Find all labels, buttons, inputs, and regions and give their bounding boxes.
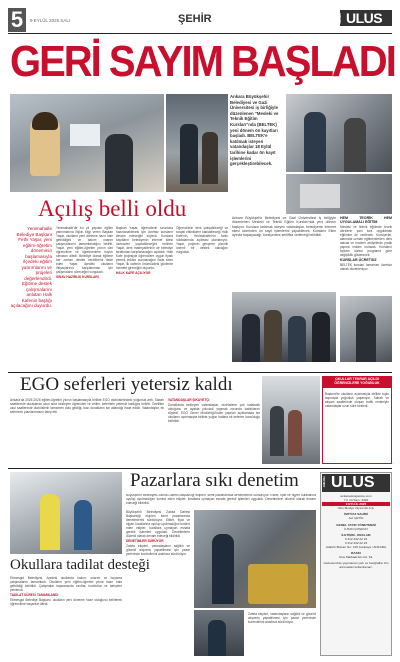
issue-date: 9 EYLÜL 2025 SALI [30,18,71,23]
imprint-site: ankaraulusgazete.com [340,494,372,498]
story4-body-2: Zabıta ekipleri, vatandaşların sağlıklı ve güvenli alışveriş yapabilmesi için pazar yerlerinde kontrollerini aralıksız sürdürüyor. [126,544,190,556]
imprint-address: Atatürk Bulvarı No: 125 Çankaya / ANKARA [325,545,387,550]
exhibition-photo [166,94,228,192]
visitor-figure [202,132,218,184]
sidebar-head-2: KURSLAR ÜCRETSİZ [340,258,377,262]
story2-column-2 [168,398,260,464]
person-figure [356,312,376,362]
beltek-training-photo [10,94,164,192]
story1-column-3 [116,226,173,376]
story4-intro: Büyükşehir Belediyesi Zabıta Dairesi Başkanlığı ekipleri, semt pazarlarında denetimlerini sürdürüyor. Etiket, fiyat ve hijyen kurallarına uyulup uyulmadığını kontrol eden ekipler, kurallara uymayan esnafa gerekli işlemleri uyguladı. Denetimlerin düzenli olarak devam edeceği bildirildi. [126,494,316,505]
story3-title: Okullara tadilat desteği [10,557,150,573]
story3-body-2: Etimesgut Belediye Başkanı, okulların yeni döneme hazır olduğunu belirterek öğrencilere başarılar diledi. [10,598,122,606]
imprint-fax: 0 312 432 22 23 [344,540,368,545]
imprint-owner-label: İMTİYAZ SAHİBİ [344,512,368,517]
story1-lead: Yenimahalle Belediye Başkanı Fethi Yaşar, yeni eğitim-öğretim döneminin başlamasıyla ilçedeki eğitim yatırımlarını ve projeleri değerlendirdi. Eğitime destek çalışmalarını anlatan Halk Kafenin başlığı açılacağını duyurdu. [10,226,52,308]
story3-subhead: TADİLAT SÜRECİ TAMAMLANDI [10,593,59,597]
page-number: 5 [10,7,24,32]
story1-title: Açılış belli oldu [38,196,187,221]
group-figure [264,310,282,362]
imprint-print-label: BASKI [351,551,361,556]
imprint-lines [322,494,390,654]
sidebar-head-1: HEM TEORİK HEM UYGULAMALI EĞİTİM [340,216,392,224]
workshop-photo-2 [286,174,392,214]
screen-display [70,124,100,146]
commuter-figure [270,406,284,456]
bus-stop-photo [262,376,320,464]
story1-col2-text: Yenimahalle'de bu yıl yapılan eğitim yatırımlarına ilişkin bilgi veren Başkan Yaşar, okulların yeni döneme hazır hale getirildiğini ve bakım onarım çalışmalarının tamamlandığını belirtti. Yaşar, yeni eğitim-öğretim yılının tüm öğrencilere ve öğretmenlere hayırlı olmasını diledi. Belediye olarak eğitime her zaman destek verdiklerini ifade eden Yaşar, ilçedeki okulların ihtiyaçlarının karşılanması için çalışmaların süreceğini vurguladı. [56,226,113,274]
imprint-phone: 0 312 432 22 22 [344,536,368,541]
produce-stall [248,564,308,604]
main-headline: GERİ SAYIM BAŞLADI [10,37,395,86]
section-rule-2 [8,468,392,469]
sidebar-photo [340,296,392,362]
worker-figure [344,118,366,172]
imprint-brand-small: ANKARA [323,476,326,488]
sidebar-text-2: BELTEK kursları tamamen ücretsiz olarak düzenleniyor. [340,263,392,271]
story1-column-2 [56,226,113,376]
story2-body: Ankara'da 2025-2026 eğitim-öğretim yılının başlamasıyla birlikte EGO otobüslerindeki yoğunluk arttı. Sabah saatlerinde duraklarda uzun süre bekleyen öğrenciler ve veliler, seferlerin yetersiz kaldığını belirtti. Özellikle okul saatlerinde otobüslerin tamamen dolu geldiği, bazı durakların ise atlandığı ifade edildi. Vatandaşlar, ek seferlerin planlanmasını talep etti. [10,398,164,414]
child-hair [32,112,58,130]
news-box-text: Başkent'te okulların açılmasıyla birlikte toplu taşımada yoğunluk yaşanıyor. Sabah ve akşam saatlerinde oluşan trafik nedeniyle vatandaşlar uzun süre bekledi. [325,392,389,408]
story4-body: Büyükşehir Belediyesi Zabıta Dairesi Başkanlığı ekipleri, semt pazarlarında denetimlerini sürdürüyor. Etiket, fiyat ve hijyen kurallarına uyulup uyulmadığını kontrol eden ekipler, kurallara uymayan esnafa gerekli işlemleri uyguladı. Denetimlerin düzenli olarak devam edeceği bildirildi. [126,510,190,538]
workshop-photo-1 [286,94,392,172]
header-brand-small: ANKARA [339,13,342,24]
story3-body: Etimesgut Belediyesi, ilçedeki okullarda bakım, onarım ve boyama çalışmalarını tamamladı. Okulların yeni eğitim-öğretim yılına hazır hale getirildiği belirtildi. Çalışmalar kapsamında sınıflar, koridorlar ve bahçeler yenilendi. [10,576,122,592]
market-inspection-photo [194,510,316,608]
imprint-brand: ULUS [331,474,375,491]
story4-column [126,510,190,656]
header-brand: ULUS [346,10,383,26]
story4-title: Pazarlara sıkı denetim [130,470,299,491]
officer-figure [208,620,226,656]
news-box-head-1: OKULLAR TEKRAR AÇILDI [335,377,379,381]
story3-column [10,576,122,656]
news-box-header [322,376,392,388]
inspector-figure [212,534,234,604]
news-box-head-2: ÖĞRENCİLERE YOĞUNLUK [334,381,380,386]
story4-subhead: DENETİMLER SÜRÜYOR [126,539,164,543]
imprint-ads-label: İLETİŞİM - REKLAM [341,532,371,537]
group-figure [242,314,260,362]
worker-figure [40,494,60,550]
market-photo-2 [194,610,244,656]
story2-title: EGO seferleri yetersiz kaldı [20,374,233,395]
imprint-issue-date: 9 EYLÜL 2025 [322,502,390,506]
group-figure [288,316,306,362]
commuter-figure [288,410,302,456]
imprint-editor-label: GENEL YAYIN YÖNETMENİ [336,522,376,527]
imprint-owner: ALİ ÇETİN [348,516,364,521]
worker-figure [74,500,92,550]
story1-col3-text: Başkan Yaşar, öğrencilerin sınavlara hazırlanabilmesi için ücretsiz kursların devam edeceğini söyledi. Kurslara kayıtların belediyenin internet sitesi üzerinden yapılabileceğini belirten Yaşar, ders materyallerinin de belediye tarafından karşılanacağını açıkladı. Halk Kafe projesiyle öğrencilere uygun fiyatlı yemek imkânı sunulacağını ifade eden Yaşar, ilk kafenin önümüzdeki günlerde hizmete gireceğini duyurdu. [116,226,173,270]
imprint-publisher: Ulus Medya Yayıncılık A.Ş. [337,506,375,511]
workshop-photo-3 [232,292,336,362]
school-renovation-photo [10,472,122,554]
imprint-note: Gazetemizde yayınlanan yazı ve fotoğraflar izin alınmadan kullanılamaz. [323,561,389,570]
trainer-figure [105,134,133,192]
section-title: ŞEHİR [178,13,212,25]
imprint-editor: İLHAN ÇOŞKUN [344,526,368,531]
imprint-year: Yıl: 14 Sayı: 4420 [343,498,369,503]
story4-caption: Zabıta ekipleri, vatandaşların sağlıklı ve güvenli alışveriş yapabilmesi için pazar yerlerinde kontrollerini aralıksız sürdürüyor. [248,612,316,624]
sidebar-text-1: Mesleki ve teknik eğitimde teorik derslerin yanı sıra uygulamalı eğitimler de verilecek. Kursiyerler, alanında uzman eğitmenlerden ders alacak ve modern atölyelerde pratik yapma imkânı bulacak. Kursların toplam süresi programa göre değişiklik gösterecek. [340,225,392,257]
story1-right-body: Ankara Büyükşehir Belediyesi ve Gazi Üniversitesi iş birliğiyle düzenlenen Mesleki ve Teknik Eğitim Kursları'nda yeni dönem başlıyor. Kurslara katılmak isteyen vatandaşlar, belediyenin internet sitesi üzerinden ön kayıt işlemlerini yapabilecek. Kursların Ekim ayında başlayacağı, kursiyerlere sertifika verileceği belirtildi. [232,216,336,238]
imprint-print: Ulus Matbaacılık Ltd. Şti. [338,555,374,560]
section-rule-1 [8,372,392,373]
story1-column-4 [176,226,228,376]
story1-col4-text: Öğrencilerin ders çalışabileceği ve sosyal etkinliklere katılabileceği Halk Kafe'nin, Yenimahalle'nin farklı noktalarında açılması planlanıyor. Yaşar, projenin gençlere yönelik önemli bir destek olacağını vurguladı. [176,226,228,254]
story1-col2-subhead: SINAV HAZIRLIK KURSLARI [56,275,99,279]
machine-shape [300,184,340,208]
beltek-intro: Ankara Büyükşehir Belediyesi ve Gazi Üniversitesi iş birliğiyle düzenlenen "Mesleki ve Teknik Eğitim Kursları"nda (BELTEK) yeni dönem ön kayıtları başladı. BELTEK'e katılmak isteyen vatandaşlar 18 Eylül tarihine kadar ön kayıt işlemlerini gerçekleştirebilecek. [230,94,279,167]
visitor-figure [180,124,198,184]
story1-col3-subhead: HALK KAFE AÇILIYOR [116,271,151,275]
story2-subhead: VATANDAŞLAR ŞİKÂYETÇİ [168,398,210,402]
group-figure [312,312,330,362]
story2-body-2: Duraklarda bekleyen vatandaşlar, otobüslerin çok kalabalık olduğunu ve ayakta yolculuk yapmak zorunda kaldıklarını söyledi. EGO Genel Müdürlüğü'nden yapılan açıklamada ise okulların açılmasıyla birlikte yoğun hatlara ek seferler konulduğu belirtildi. [168,403,260,423]
worker-figure [304,112,326,172]
